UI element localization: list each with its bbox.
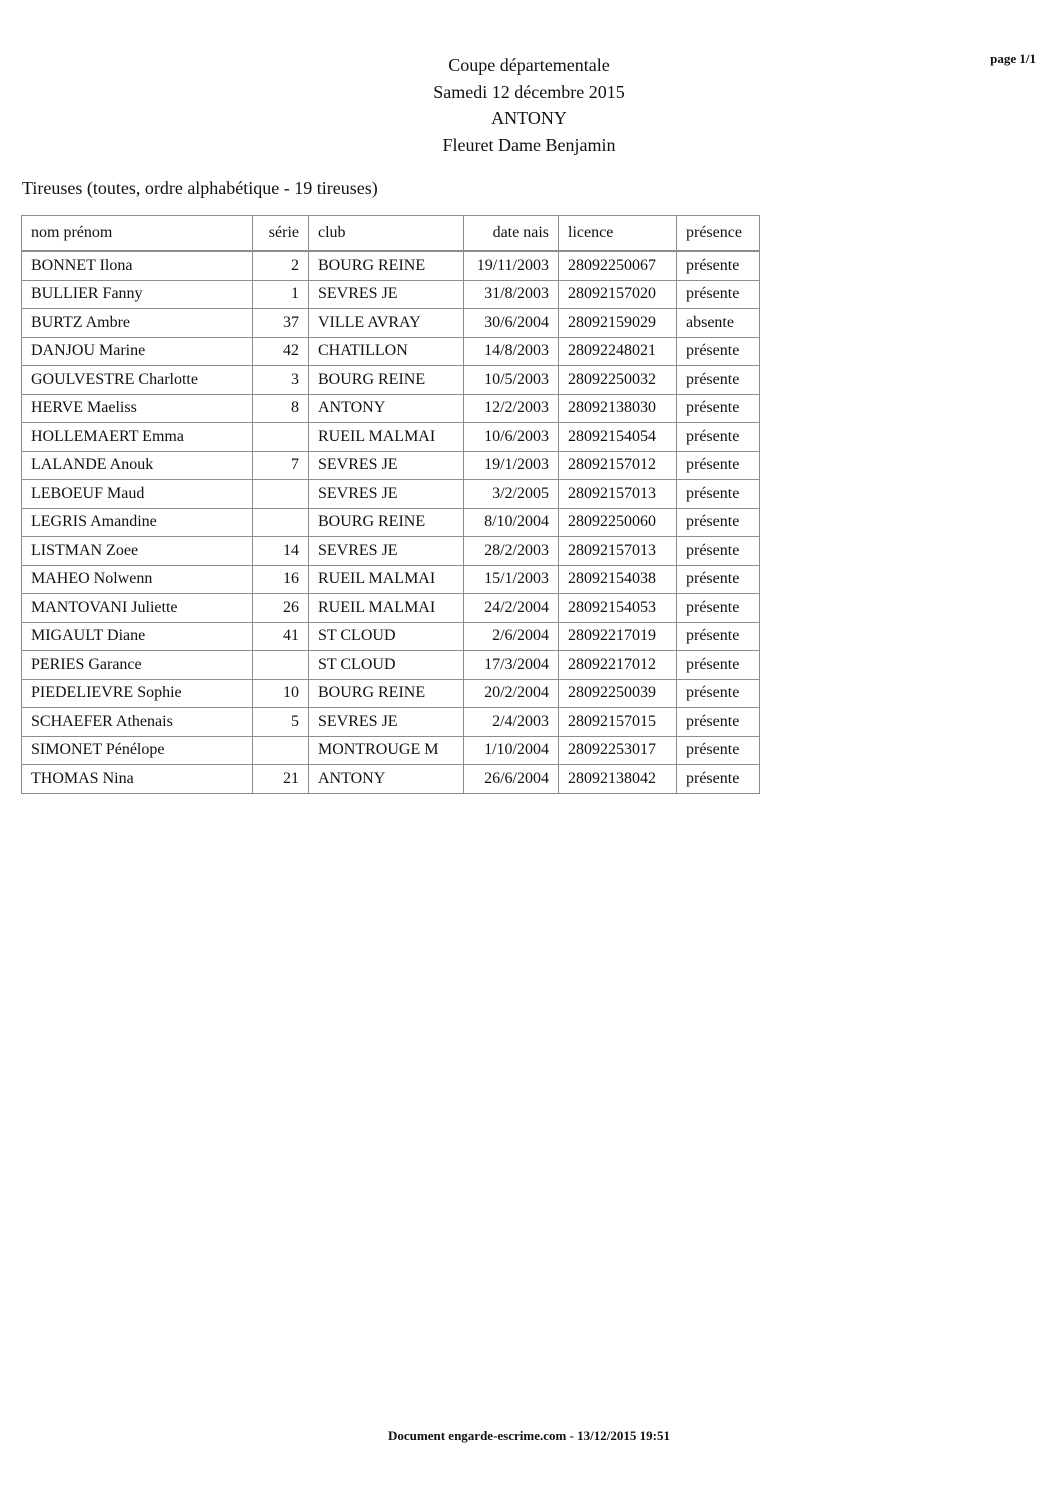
cell-presence: présente (677, 622, 760, 651)
cell-birthdate: 15/1/2003 (464, 565, 559, 594)
cell-presence: présente (677, 366, 760, 395)
competition-date: Samedi 12 décembre 2015 (433, 81, 625, 102)
cell-club: BOURG REINE (309, 679, 464, 708)
cell-serie: 37 (253, 309, 309, 338)
cell-club: ANTONY (309, 394, 464, 423)
cell-club: SEVRES JE (309, 708, 464, 737)
cell-presence: présente (677, 537, 760, 566)
cell-club: BOURG REINE (309, 366, 464, 395)
cell-name: DANJOU Marine (22, 337, 253, 366)
fencers-table (21, 215, 760, 794)
cell-name: SCHAEFER Athenais (22, 708, 253, 737)
cell-licence: 28092248021 (559, 337, 677, 366)
column-header-presence: présence (677, 216, 760, 252)
cell-birthdate: 10/6/2003 (464, 423, 559, 452)
cell-serie: 3 (253, 366, 309, 395)
cell-name: PERIES Garance (22, 651, 253, 680)
cell-licence: 28092253017 (559, 736, 677, 765)
table-row (22, 451, 760, 480)
table-row (22, 765, 760, 794)
cell-licence: 28092154038 (559, 565, 677, 594)
cell-name: LALANDE Anouk (22, 451, 253, 480)
cell-birthdate: 17/3/2004 (464, 651, 559, 680)
cell-licence: 28092250067 (559, 251, 677, 280)
cell-name: HERVE Maeliss (22, 394, 253, 423)
cell-club: VILLE AVRAY (309, 309, 464, 338)
cell-birthdate: 1/10/2004 (464, 736, 559, 765)
cell-club: ST CLOUD (309, 622, 464, 651)
cell-birthdate: 3/2/2005 (464, 480, 559, 509)
table-row (22, 651, 760, 680)
cell-licence: 28092157012 (559, 451, 677, 480)
cell-birthdate: 19/11/2003 (464, 251, 559, 280)
cell-licence: 28092138042 (559, 765, 677, 794)
cell-serie (253, 480, 309, 509)
table-row (22, 423, 760, 452)
cell-serie: 2 (253, 251, 309, 280)
cell-presence: présente (677, 594, 760, 623)
cell-licence: 28092154053 (559, 594, 677, 623)
cell-presence: présente (677, 251, 760, 280)
list-subtitle: Tireuses (toutes, ordre alphabétique - 19 tireuses) (22, 178, 378, 198)
cell-presence: présente (677, 337, 760, 366)
table-row (22, 622, 760, 651)
cell-club: ST CLOUD (309, 651, 464, 680)
cell-presence: présente (677, 280, 760, 309)
cell-birthdate: 2/4/2003 (464, 708, 559, 737)
cell-club: SEVRES JE (309, 280, 464, 309)
cell-serie (253, 736, 309, 765)
cell-name: BURTZ Ambre (22, 309, 253, 338)
table-row (22, 251, 760, 280)
column-header-club: club (309, 216, 464, 252)
cell-name: THOMAS Nina (22, 765, 253, 794)
cell-name: BULLIER Fanny (22, 280, 253, 309)
cell-presence: présente (677, 451, 760, 480)
cell-club: SEVRES JE (309, 537, 464, 566)
cell-licence: 28092159029 (559, 309, 677, 338)
cell-serie: 26 (253, 594, 309, 623)
cell-serie: 41 (253, 622, 309, 651)
column-header-licence: licence (559, 216, 677, 252)
cell-presence: présente (677, 423, 760, 452)
cell-club: RUEIL MALMAI (309, 565, 464, 594)
cell-name: SIMONET Pénélope (22, 736, 253, 765)
cell-licence: 28092157015 (559, 708, 677, 737)
table-row (22, 366, 760, 395)
cell-club: SEVRES JE (309, 480, 464, 509)
cell-licence: 28092157013 (559, 480, 677, 509)
cell-club: SEVRES JE (309, 451, 464, 480)
table-row (22, 679, 760, 708)
cell-name: HOLLEMAERT Emma (22, 423, 253, 452)
table-row (22, 708, 760, 737)
cell-serie: 42 (253, 337, 309, 366)
column-header-serie: série (253, 216, 309, 252)
cell-licence: 28092250060 (559, 508, 677, 537)
cell-serie: 8 (253, 394, 309, 423)
cell-birthdate: 14/8/2003 (464, 337, 559, 366)
cell-serie: 1 (253, 280, 309, 309)
cell-licence: 28092217019 (559, 622, 677, 651)
table-row (22, 565, 760, 594)
cell-presence: présente (677, 565, 760, 594)
cell-name: LEBOEUF Maud (22, 480, 253, 509)
column-header-birthdate: date nais (464, 216, 559, 252)
cell-club: RUEIL MALMAI (309, 423, 464, 452)
cell-serie: 21 (253, 765, 309, 794)
cell-presence: présente (677, 480, 760, 509)
cell-licence: 28092217012 (559, 651, 677, 680)
table-row (22, 537, 760, 566)
cell-birthdate: 2/6/2004 (464, 622, 559, 651)
cell-licence: 28092154054 (559, 423, 677, 452)
table-row (22, 309, 760, 338)
cell-club: MONTROUGE M (309, 736, 464, 765)
cell-serie: 7 (253, 451, 309, 480)
cell-licence: 28092250039 (559, 679, 677, 708)
cell-licence: 28092138030 (559, 394, 677, 423)
cell-name: MIGAULT Diane (22, 622, 253, 651)
cell-licence: 28092157020 (559, 280, 677, 309)
table-body (22, 251, 760, 793)
competition-category: Fleuret Dame Benjamin (442, 134, 616, 155)
cell-presence: présente (677, 651, 760, 680)
cell-serie: 5 (253, 708, 309, 737)
cell-birthdate: 31/8/2003 (464, 280, 559, 309)
cell-birthdate: 10/5/2003 (464, 366, 559, 395)
cell-club: BOURG REINE (309, 251, 464, 280)
table-row (22, 337, 760, 366)
cell-name: MAHEO Nolwenn (22, 565, 253, 594)
cell-serie: 10 (253, 679, 309, 708)
table-row (22, 594, 760, 623)
cell-presence: présente (677, 394, 760, 423)
cell-club: RUEIL MALMAI (309, 594, 464, 623)
table-row (22, 394, 760, 423)
cell-birthdate: 26/6/2004 (464, 765, 559, 794)
cell-name: LISTMAN Zoee (22, 537, 253, 566)
cell-licence: 28092250032 (559, 366, 677, 395)
cell-serie: 16 (253, 565, 309, 594)
cell-birthdate: 8/10/2004 (464, 508, 559, 537)
cell-birthdate: 24/2/2004 (464, 594, 559, 623)
competition-title: Coupe départementale (448, 55, 610, 75)
cell-presence: présente (677, 708, 760, 737)
cell-birthdate: 30/6/2004 (464, 309, 559, 338)
cell-presence: présente (677, 508, 760, 537)
cell-club: BOURG REINE (309, 508, 464, 537)
cell-serie (253, 651, 309, 680)
table-row (22, 480, 760, 509)
cell-serie: 14 (253, 537, 309, 566)
column-header-name: nom prénom (22, 216, 253, 252)
cell-club: CHATILLON (309, 337, 464, 366)
cell-serie (253, 508, 309, 537)
cell-name: MANTOVANI Juliette (22, 594, 253, 623)
document-header (0, 52, 1058, 158)
document-footer: Document engarde-escrime.com - 13/12/2015 19:51 (388, 1428, 670, 1443)
cell-presence: présente (677, 765, 760, 794)
cell-presence: présente (677, 736, 760, 765)
cell-serie (253, 423, 309, 452)
cell-birthdate: 20/2/2004 (464, 679, 559, 708)
table-row (22, 736, 760, 765)
cell-presence: absente (677, 309, 760, 338)
cell-name: BONNET Ilona (22, 251, 253, 280)
cell-birthdate: 12/2/2003 (464, 394, 559, 423)
cell-name: GOULVESTRE Charlotte (22, 366, 253, 395)
cell-birthdate: 28/2/2003 (464, 537, 559, 566)
competition-location: ANTONY (491, 108, 567, 128)
cell-licence: 28092157013 (559, 537, 677, 566)
page-number: page 1/1 (990, 51, 1036, 66)
cell-presence: présente (677, 679, 760, 708)
cell-name: LEGRIS Amandine (22, 508, 253, 537)
table-header-row (22, 216, 760, 252)
cell-name: PIEDELIEVRE Sophie (22, 679, 253, 708)
table-row (22, 280, 760, 309)
cell-birthdate: 19/1/2003 (464, 451, 559, 480)
cell-club: ANTONY (309, 765, 464, 794)
table-row (22, 508, 760, 537)
